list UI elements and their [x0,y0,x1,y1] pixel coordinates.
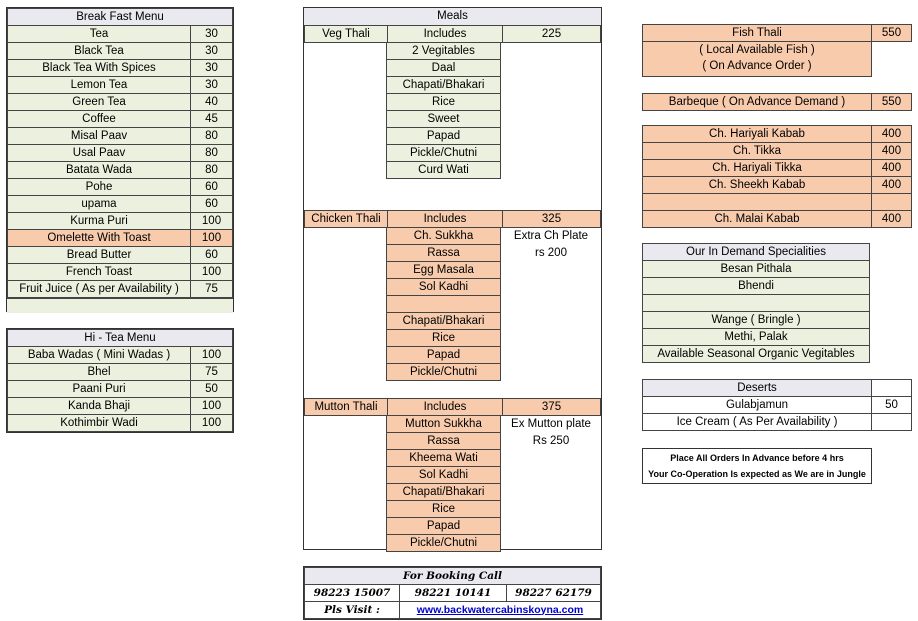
fish-note-1: ( Local Available Fish ) [699,44,815,56]
item-price: 30 [191,60,233,77]
menu-row [8,347,233,364]
list-item: Sol Kadhi [387,467,501,484]
fish-thali-name: Fish Thali [643,25,872,42]
menu-row [8,196,233,213]
chicken-thali-table [304,210,601,228]
list-item: Sol Kadhi [387,279,501,296]
list-item: Egg Masala [387,262,501,279]
list-item: Wange ( Bringle ) [643,312,870,329]
list-item: Available Seasonal Organic Vegitables [643,346,870,363]
item-name: Ch. Hariyali Kabab [643,126,872,143]
item-name: Kanda Bhaji [8,398,191,415]
chicken-extra-label: Extra Ch Plate [513,230,589,242]
mutton-includes: Includes [388,399,503,416]
item-name: Bread Butter [8,247,191,264]
breakfast-menu [6,7,234,312]
menu-row [8,247,233,264]
list-item: Chapati/Bhakari [387,484,501,501]
visit-label: Pls Visit : [305,602,400,619]
list-item: Papad [387,518,501,535]
meals-menu [303,7,602,550]
deserts-box [642,379,912,431]
list-item: Pickle/Chutni [387,145,501,162]
item-price: 100 [191,415,233,432]
specialities-title: Our In Demand Specialities [643,244,870,261]
menu-row [8,94,233,111]
item-name: Batata Wada [8,162,191,179]
item-price [872,194,912,211]
item-price: 80 [191,128,233,145]
list-item: Pickle/Chutni [387,364,501,381]
chicken-includes: Includes [388,211,503,228]
list-item: Pickle/Chutni [387,535,501,552]
list-item: Papad [387,128,501,145]
notice-line-2: Your Co-Operation Is expected as We are in Jungle [648,469,866,479]
item-name: Kurma Puri [8,213,191,230]
phone-number: 98223 15007 [305,585,400,602]
list-item: Chapati/Bhakari [387,313,501,330]
menu-row [8,381,233,398]
list-item: Rice [387,501,501,518]
item-name: Ice Cream ( As Per Availability ) [643,414,872,431]
veg-items [386,42,501,179]
item-price: 400 [872,143,912,160]
veg-thali-price: 225 [503,26,601,43]
chicken-extra-price: rs 200 [535,247,567,259]
item-name: Gulabjamun [643,397,872,414]
item-price: 45 [191,111,233,128]
menu-row [643,177,912,194]
booking-table [304,567,601,619]
item-name: Ch. Malai Kabab [643,211,872,228]
list-item: Daal [387,60,501,77]
kabab-box [642,125,912,228]
item-price: 100 [191,347,233,364]
item-price: 40 [191,94,233,111]
specialities-table [642,243,870,363]
list-item: Sweet [387,111,501,128]
fish-notes [642,42,872,77]
chicken-thali-price: 325 [503,211,601,228]
item-name: Green Tea [8,94,191,111]
menu-row [8,60,233,77]
fish-thali-price: 550 [872,25,912,42]
item-price: 30 [191,26,233,43]
mutton-thali-name: Mutton Thali [305,399,388,416]
menu-row [643,143,912,160]
item-name: Black Tea [8,43,191,60]
list-item: Curd Wati [387,162,501,179]
phone-number: 98227 62179 [507,585,601,602]
menu-row [8,264,233,281]
item-price: 400 [872,211,912,228]
bbq-name: Barbeque ( On Advance Demand ) [643,94,872,111]
list-item: Rassa [387,245,501,262]
list-item [387,296,501,313]
item-name: Usal Paav [8,145,191,162]
menu-row [8,281,233,298]
website-link[interactable]: www.backwatercabinskoyna.com [416,603,584,616]
list-item: Chapati/Bhakari [387,77,501,94]
item-price: 60 [191,196,233,213]
mutton-thali-table [304,398,601,416]
list-item: Papad [387,347,501,364]
list-item: Kheema Wati [387,450,501,467]
item-price: 30 [191,77,233,94]
list-item: Methi, Palak [643,329,870,346]
item-name: Kothimbir Wadi [8,415,191,432]
menu-row [8,179,233,196]
menu-row [643,414,912,431]
item-price: 75 [191,364,233,381]
menu-row [643,397,912,414]
item-price: 30 [191,43,233,60]
menu-row [8,213,233,230]
breakfast-table [7,8,233,298]
breakfast-title: Break Fast Menu [8,9,233,26]
item-price: 60 [191,179,233,196]
menu-row [8,111,233,128]
item-price: 400 [872,177,912,194]
list-item [643,295,870,312]
list-item: Mutton Sukkha [387,416,501,433]
bbq-price: 550 [872,94,912,111]
list-item: Rassa [387,433,501,450]
fish-table [642,24,912,42]
item-name: Black Tea With Spices [8,60,191,77]
bbq-table [642,93,912,111]
chicken-items [386,227,501,381]
notice-box [642,448,872,484]
list-item: Besan Pithala [643,261,870,278]
veg-thali-name: Veg Thali [305,26,388,43]
item-name: Ch. Sheekh Kabab [643,177,872,194]
veg-includes: Includes [388,26,503,43]
hitea-table [7,329,233,432]
mutton-items [386,415,501,552]
menu-row [643,211,912,228]
menu-row [8,230,233,247]
mutton-extra-label: Ex Mutton plate [511,418,591,430]
fish-box [642,24,912,111]
breakfast-footer-band [7,298,233,313]
item-name: Paani Puri [8,381,191,398]
item-price: 50 [872,397,912,414]
item-name: Ch. Tikka [643,143,872,160]
menu-row [8,398,233,415]
meals-title: Meals [304,8,601,26]
notice-line-1: Place All Orders In Advance before 4 hrs [670,453,844,463]
list-item: 2 Vegitables [387,43,501,60]
item-name: Pohe [8,179,191,196]
item-price: 100 [191,230,233,247]
item-price: 80 [191,162,233,179]
item-name: Coffee [8,111,191,128]
menu-row [8,77,233,94]
item-price [872,414,912,431]
menu-row [8,162,233,179]
hitea-title: Hi - Tea Menu [8,330,233,347]
hitea-menu [6,328,234,433]
item-name: Bhel [8,364,191,381]
item-name: Ch. Hariyali Tikka [643,160,872,177]
menu-row [8,26,233,43]
item-price: 400 [872,160,912,177]
menu-row [8,128,233,145]
item-name: Misal Paav [8,128,191,145]
list-item: Bhendi [643,278,870,295]
mutton-thali-price: 375 [503,399,601,416]
item-price: 100 [191,213,233,230]
item-name: Baba Wadas ( Mini Wadas ) [8,347,191,364]
item-price: 50 [191,381,233,398]
phone-number: 98221 10141 [400,585,507,602]
item-name: Tea [8,26,191,43]
veg-thali-table [304,25,601,43]
deserts-table [642,379,912,431]
chicken-thali-name: Chicken Thali [305,211,388,228]
menu-row [8,43,233,60]
menu-row [643,126,912,143]
list-item: Ch. Sukkha [387,228,501,245]
booking-title: For Booking Call [305,568,601,585]
menu-row [643,160,912,177]
item-price: 400 [872,126,912,143]
list-item: Rice [387,94,501,111]
item-price: 60 [191,247,233,264]
menu-row [8,145,233,162]
list-item: Rice [387,330,501,347]
menu-row [643,194,912,211]
item-price: 80 [191,145,233,162]
item-price: 75 [191,281,233,298]
deserts-title: Deserts [643,380,872,397]
item-price: 100 [191,264,233,281]
item-name: Omelette With Toast [8,230,191,247]
item-name [643,194,872,211]
item-price: 100 [191,398,233,415]
item-name: Fruit Juice ( As per Availability ) [8,281,191,298]
item-name: French Toast [8,264,191,281]
booking-box [303,566,602,620]
mutton-extra-plate [501,416,601,450]
chicken-extra-plate [501,228,601,262]
kabab-table [642,125,912,228]
item-name: Lemon Tea [8,77,191,94]
specialities-box [642,243,870,363]
item-name: upama [8,196,191,213]
menu-row [8,415,233,432]
mutton-extra-price: Rs 250 [532,435,570,447]
fish-note-2: ( On Advance Order ) [702,60,812,72]
menu-row [8,364,233,381]
